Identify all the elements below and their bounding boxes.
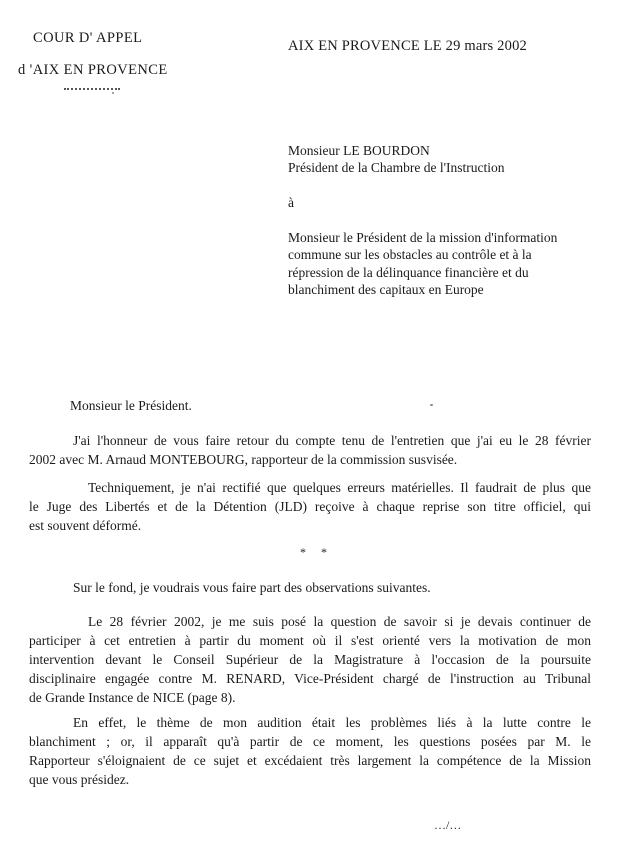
sender-name: Monsieur LE BOURDON: [288, 143, 430, 158]
recipient-line: répression de la délinquance financière et du: [288, 265, 529, 280]
paragraph-line: participer à cet entretien à partir du moment où il s'est orienté vers la motivation de mon: [29, 633, 591, 648]
paragraph-line: est souvent déformé.: [29, 518, 142, 533]
paragraph: [29, 431, 591, 469]
paragraph-line: Techniquement, je n'ai rectifié que quelques erreurs matérielles. Il faudrait de plus que: [88, 480, 591, 495]
scan-speck: [430, 404, 433, 406]
recipient-line: blanchiment des capitaux en Europe: [288, 282, 484, 297]
paragraph-line: 2002 avec M. Arnaud MONTEBOURG, rapporteur de la commission susvisée.: [29, 452, 458, 467]
paragraph-line: intervention devant le Conseil Supérieur de la Magistrature à l'occasion de la poursuite: [29, 652, 591, 667]
paragraph: [29, 478, 591, 535]
date-line: AIX EN PROVENCE LE 29 mars 2002: [288, 38, 527, 54]
to-word: à: [288, 195, 294, 210]
paragraph-line: le Juge des Libertés et de la Détention (JLD) reçoive à chaque reprise son titre officiel, qui: [29, 499, 591, 514]
recipient-line: commune sur les obstacles au contrôle et à la: [288, 247, 532, 262]
recipient-line: Monsieur le Président de la mission d'information: [288, 230, 558, 245]
paragraph: [29, 713, 591, 789]
paragraph-line: disciplinaire engagée contre M. RENARD, Vice-Président chargé de l'instruction au Tribunal: [29, 671, 591, 686]
paragraph-line: Sur le fond, je voudrais vous faire part des observations suivantes.: [73, 580, 431, 595]
salutation: Monsieur le Président.: [70, 398, 192, 413]
court-name: COUR D' APPEL: [33, 30, 143, 46]
paragraph: [29, 612, 591, 707]
paragraph-line: de Grande Instance de NICE (page 8).: [29, 690, 236, 705]
separator-stars: * *: [300, 545, 333, 559]
continuation-mark: …/…: [434, 818, 462, 832]
paragraph-line: En effet, le thème de mon audition était les problèmes liés à la lutte contre le: [73, 715, 591, 730]
paragraph-line: que vous présidez.: [29, 772, 130, 787]
paragraph-line: J'ai l'honneur de vous faire retour du compte tenu de l'entretien que j'ai eu le 28 février: [73, 433, 591, 448]
paragraph: [29, 578, 591, 597]
sender-title: Président de la Chambre de l'Instruction: [288, 160, 505, 175]
court-city: d 'AIX EN PROVENCE: [18, 62, 168, 78]
paragraph-line: Le 28 février 2002, je me suis posé la question de savoir si je devais continuer de: [88, 614, 591, 629]
paragraph-line: Rapporteur s'éloignaient de ce sujet et excédaient très largement la compétence de la Mission: [29, 753, 591, 768]
scan-speck: [112, 92, 114, 94]
paragraph-line: blanchiment ; or, il apparaît qu'à partir de ce moment, les questions posées par M. le: [29, 734, 591, 749]
